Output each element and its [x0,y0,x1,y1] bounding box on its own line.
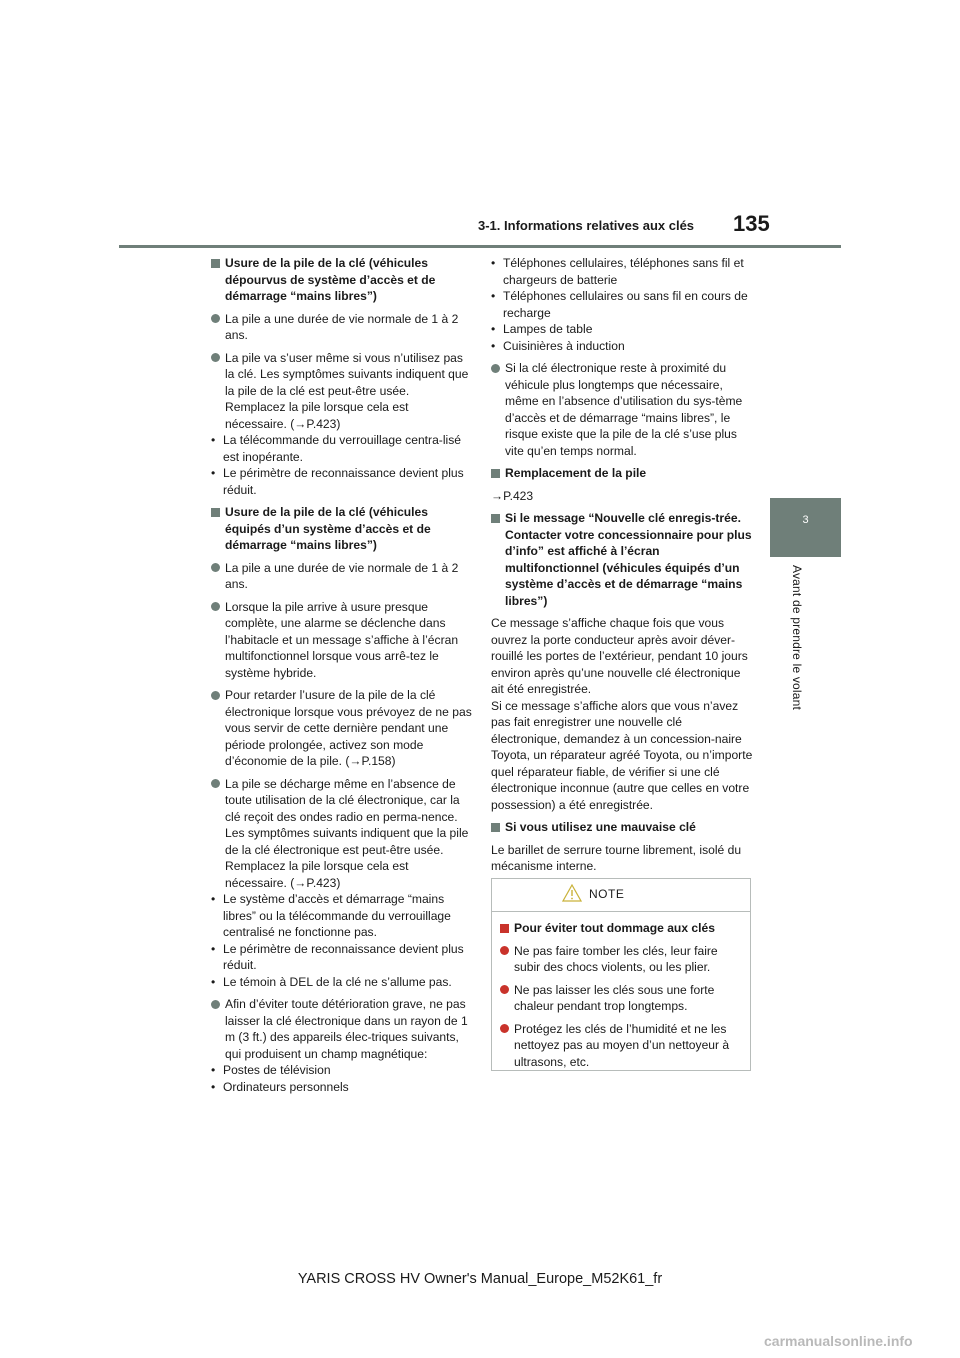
note-bullet-text: Ne pas laisser les clés sous une forte chaleur pendant trop longtemps. [514,982,715,1013]
warning-triangle-icon [562,884,582,902]
circle-bullet-icon [500,1024,509,1033]
note-header [492,879,750,912]
page-reference: →P.423 [491,488,534,503]
square-bullet-icon [211,259,220,268]
section-heading-text: Si le message “Nouvelle clé enregis-trée. Contacter votre concessionnaire pour plus d’info” est affiché à l’écran multifonctionnel (véhicules équipés d’un système d’accès et de démarrage “mains libres”) [505,511,752,608]
chapter-tab [770,498,841,557]
header-section-title: 3-1. Informations relatives aux clés [478,218,695,233]
bullet-text: La pile a une durée de vie normale de 1 à 2 ans. [225,311,459,342]
bullet-text: Pour retarder l’usure de la pile de la clé électronique lorsque vous prévoyez de ne pas vous servir de cette dernière pendant une période prolongée, activez son mode d’économie de la pile. (→P.158) [225,688,472,768]
bullet-text: La pile a une durée de vie normale de 1 à 2 ans. [225,560,459,591]
section-heading-text: Usure de la pile de la clé (véhicules dépourvus de système d’accès et de démarrage “mains libres”) [225,256,436,303]
bullet-text: La pile se décharge même en l’absence de toute utilisation de la clé électronique, car la clé reçoit des ondes radio en perma-nence. Les symptômes suivants indiquent que la pile de la clé électronique est peut-être usée. Remplacez la pile lorsque cela est nécessaire. (→P.423) [225,776,469,890]
bullet-text: Si la clé électronique reste à proximité du véhicule plus longtemps que nécessaire, même en l’absence d’utilisation du sys-tème d’accès et de démarrage “mains libres”, le risque existe que la pile de la clé s’use plus vite qu’en temps normal. [505,361,743,458]
paragraph: Le barillet de serrure tourne librement, isolé du mécanisme interne. [491,842,742,873]
sub-list [211,891,473,990]
bullet-item [211,560,473,593]
circle-bullet-icon [500,946,509,955]
circle-bullet-icon [211,691,220,700]
sub-list-item: • Ordinateurs personnels [211,1079,473,1096]
sub-list-item: • La télécommande du verrouillage centra-lisé est inopérante. [211,432,473,465]
note-bullet [500,982,742,1015]
sub-list-item: • Le périmètre de reconnaissance devient plus réduit. [211,941,473,974]
sub-list-item: • Téléphones cellulaires ou sans fil en cours de recharge [491,288,753,321]
bullet-item [211,350,473,499]
note-box [491,878,751,1071]
sub-list-item: • Cuisinières à induction [491,338,753,355]
section-heading-text: Si vous utilisez une mauvaise clé [505,820,696,834]
circle-bullet-icon [211,563,220,572]
circle-bullet-icon [211,602,220,611]
sub-list-item: • Postes de télévision [211,1062,473,1079]
square-bullet-icon [211,508,220,517]
chapter-tab-number: 3 [802,514,809,526]
note-heading [500,920,742,937]
bullet-text: Lorsque la pile arrive à usure presque complète, une alarme se déclenche dans l’habitacle et un message s’affiche à l’écran multifonctionnel lorsque vous arrê-tez le système hybride. [225,599,459,680]
section-heading [491,510,753,609]
bullet-text: La pile va s’user même si vous n’utilisez pas la clé. Les symptômes suivants indiquent que la pile de la clé est peut-être usée. Remplacez la pile lorsque cela est nécessaire. (→P.423) [225,350,469,431]
section-heading [491,465,753,482]
bullet-item [211,599,473,682]
circle-bullet-icon [211,779,220,788]
bullet-item [491,360,753,459]
circle-bullet-icon [491,364,500,373]
sub-list [211,1062,473,1095]
section-heading [211,255,473,305]
note-title: NOTE [589,887,625,901]
section-heading [491,819,753,836]
note-heading-text: Pour éviter tout dommage aux clés [514,921,715,935]
note-bullet-text: Ne pas faire tomber les clés, leur faire subir des chocs violents, ou les plier. [514,943,718,974]
bullet-item [211,311,473,344]
header-rule [119,245,841,248]
right-column [491,255,753,881]
circle-bullet-icon [211,353,220,362]
square-bullet-icon [491,469,500,478]
section-heading-text: Usure de la pile de la clé (véhicules équipés d’un système d’accès et de démarrage “mains libres”) [225,505,431,552]
square-bullet-icon [491,514,500,523]
page-number: 135 [733,211,770,236]
paragraph [491,615,753,698]
note-bullet [500,943,742,976]
sub-list-item: • Le périmètre de reconnaissance devient plus réduit. [211,465,473,498]
section-heading-text: Remplacement de la pile [505,466,647,480]
note-bullet [500,1021,742,1071]
note-bullet-text: Protégez les clés de l’humidité et ne les nettoyez pas au moyen d’un nettoyeur à ultrasons, etc. [514,1021,730,1069]
paragraph: Si ce message s’affiche alors que vous n’avez pas fait enregistrer une nouvelle clé électronique, demandez à un concession-naire Toyota, un réparateur agréé Toyota, ou n’importe quel réparateur fiable, de vérifier si une clé électronique inconnue (autre que celles en votre possession) a été enregistrée. [491,698,753,812]
square-bullet-icon [500,924,509,933]
circle-bullet-icon [211,1000,220,1009]
bullet-item [211,996,473,1095]
circle-bullet-icon [500,985,509,994]
sub-list-item: • Lampes de table [491,321,753,338]
bullet-item [211,687,473,770]
sub-list-item: • Le système d’accès et démarrage “mains libres” ou la télécommande du verrouillage centralisé ne fonctionne pas. [211,891,473,941]
sub-list-item: • Téléphones cellulaires, téléphones sans fil et chargeurs de batterie [491,255,753,288]
square-bullet-icon [491,823,500,832]
sub-list [491,255,753,354]
note-body [492,912,750,1070]
sub-list [211,432,473,498]
left-column [211,255,473,1101]
footer-manual-title: YARIS CROSS HV Owner's Manual_Europe_M52K61_fr [297,1271,663,1287]
chapter-tab-label: Avant de prendre le volant [790,565,804,711]
section-heading [211,504,473,554]
bullet-text: Afin d’éviter toute détérioration grave, ne pas laisser la clé électronique dans un rayon de 1 m (3 ft.) des appareils élec-triques suivants, qui produisent un champ magnétique: [225,997,468,1061]
bullet-item [211,776,473,991]
sub-list-item: • Le témoin à DEL de la clé ne s’allume pas. [211,974,473,991]
watermark: carmanualsonline.info [764,1333,913,1349]
paragraph-text: Ce message s’affiche chaque fois que vous ouvrez la porte conducteur après avoir déver-rouillé les portes de l’extérieur, pendant 10 jours environ après qu’une nouvelle clé électronique ait été enregistrée. [491,616,748,696]
circle-bullet-icon [211,314,220,323]
